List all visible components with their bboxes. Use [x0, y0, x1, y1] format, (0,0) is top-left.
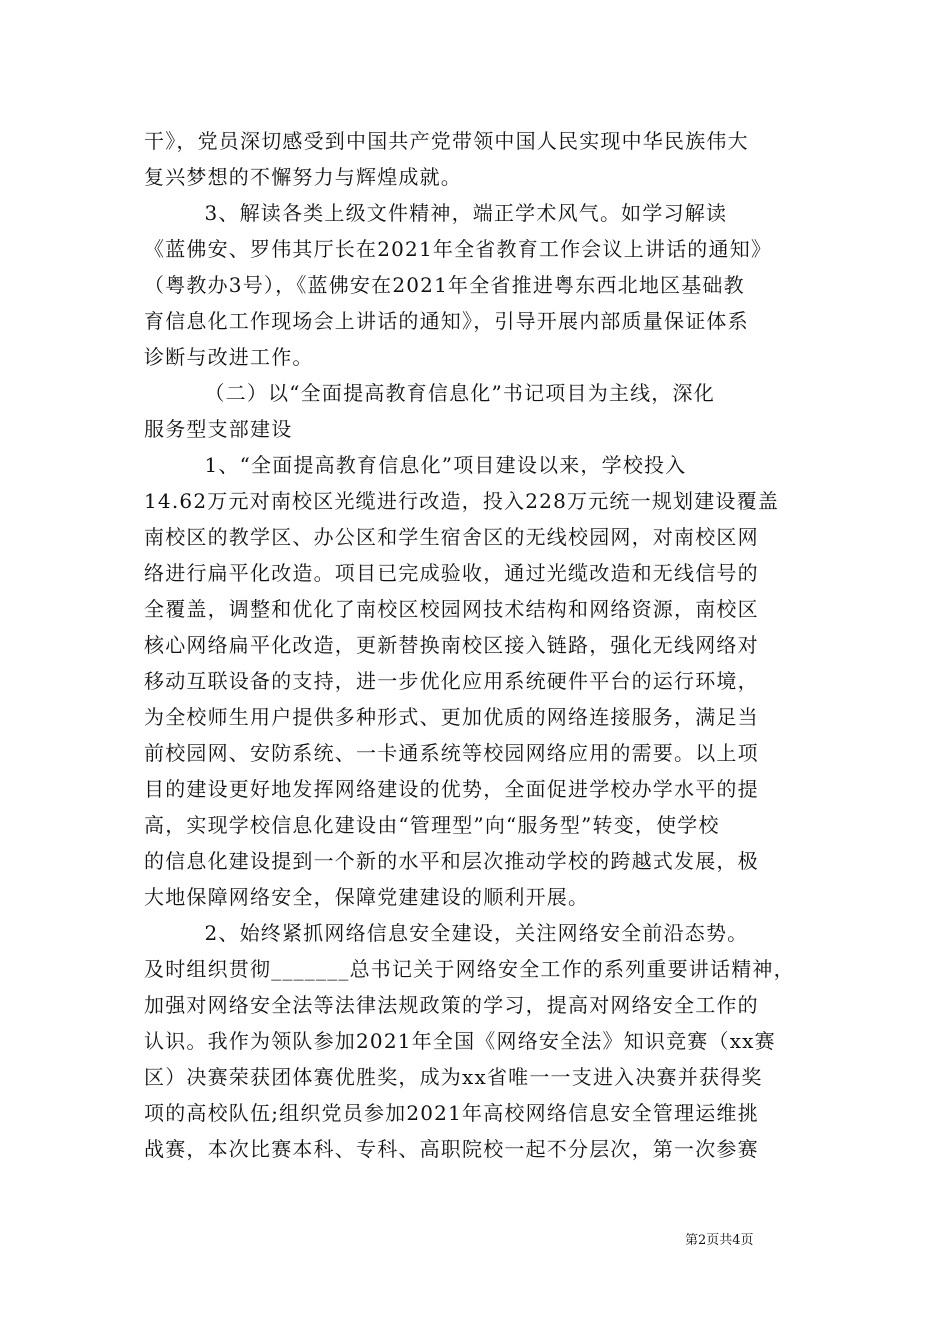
text-line: 加强对网络安全法等法律法规政策的学习，提高对网络安全工作的 — [144, 993, 759, 1017]
text-line: 高，实现学校信息化建设由“管理型”向“服务型”转变，使学校 — [144, 813, 720, 837]
text-line: （粤教办3号），《蓝佛安在2021年全省推进粤东西北地区基础教 — [144, 273, 745, 297]
section-heading: （二）以“全面提高教育信息化”书记项目为主线，深化 — [144, 381, 715, 405]
text-line: 为全校师生用户提供多种形式、更加优质的网络连接服务，满足当 — [144, 705, 759, 729]
text-line: 认识。我作为领队参加2021年全国《网络安全法》知识竞赛（xx赛 — [144, 1029, 776, 1053]
text-line: 《蓝佛安、罗伟其厅长在2021年全省教育工作会议上讲话的通知》 — [144, 237, 773, 261]
text-line: 核心网络扁平化改造，更新替换南校区接入链路，强化无线网络对 — [144, 633, 759, 657]
text-line: 战赛，本次比赛本科、专科、高职院校一起不分层次，第一次参赛 — [144, 1137, 759, 1161]
text-line: 及时组织贯彻_______总书记关于网络安全工作的系列重要讲话精神， — [144, 957, 795, 981]
text-line: 诊断与改进工作。 — [144, 345, 314, 369]
text-line: 目的建设更好地发挥网络建设的优势，全面促进学校办学水平的提 — [144, 777, 759, 801]
page-footer: 第2页共4页 — [685, 1233, 754, 1248]
section-heading: 服务型支部建设 — [144, 417, 293, 441]
text-line: 1、“全面提高教育信息化”项目建设以来，学校投入 — [144, 453, 687, 477]
text-line: 14.62万元对南校区光缆进行改造，投入228万元统一规划建设覆盖 — [144, 489, 780, 513]
text-line: 前校园网、安防系统、一卡通系统等校园网络应用的需要。以上项 — [144, 741, 759, 765]
text-line: 络进行扁平化改造。项目已完成验收，通过光缆改造和无线信号的 — [144, 561, 759, 585]
text-line: 区）决赛荣获团体赛优胜奖，成为xx省唯一一支进入决赛并获得奖 — [144, 1065, 763, 1089]
text-line: 南校区的教学区、办公区和学生宿舍区的无线校园网，对南校区网 — [144, 525, 759, 549]
text-line: 干》，党员深切感受到中国共产党带领中国人民实现中华民族伟大 — [144, 129, 749, 153]
text-line: 大地保障网络安全，保障党建建设的顺利开展。 — [144, 885, 590, 909]
text-line: 育信息化工作现场会上讲话的通知》，引导开展内部质量保证体系 — [144, 309, 749, 333]
text-line: 复兴梦想的不懈努力与辉煌成就。 — [144, 165, 462, 189]
text-line: 移动互联设备的支持，进一步优化应用系统硬件平台的运行环境， — [144, 669, 759, 693]
text-line: 项的高校队伍;组织党员参加2021年高校网络信息安全管理运维挑 — [144, 1101, 759, 1125]
text-line: 的信息化建设提到一个新的水平和层次推动学校的跨越式发展，极 — [144, 849, 759, 873]
text-line: 2、始终紧抓网络信息安全建设，关注网络安全前沿态势。 — [144, 921, 749, 945]
text-line: 全覆盖，调整和优化了南校区校园网技术结构和网络资源，南校区 — [144, 597, 759, 621]
text-line: 3、解读各类上级文件精神，端正学术风气。如学习解读 — [144, 201, 728, 225]
